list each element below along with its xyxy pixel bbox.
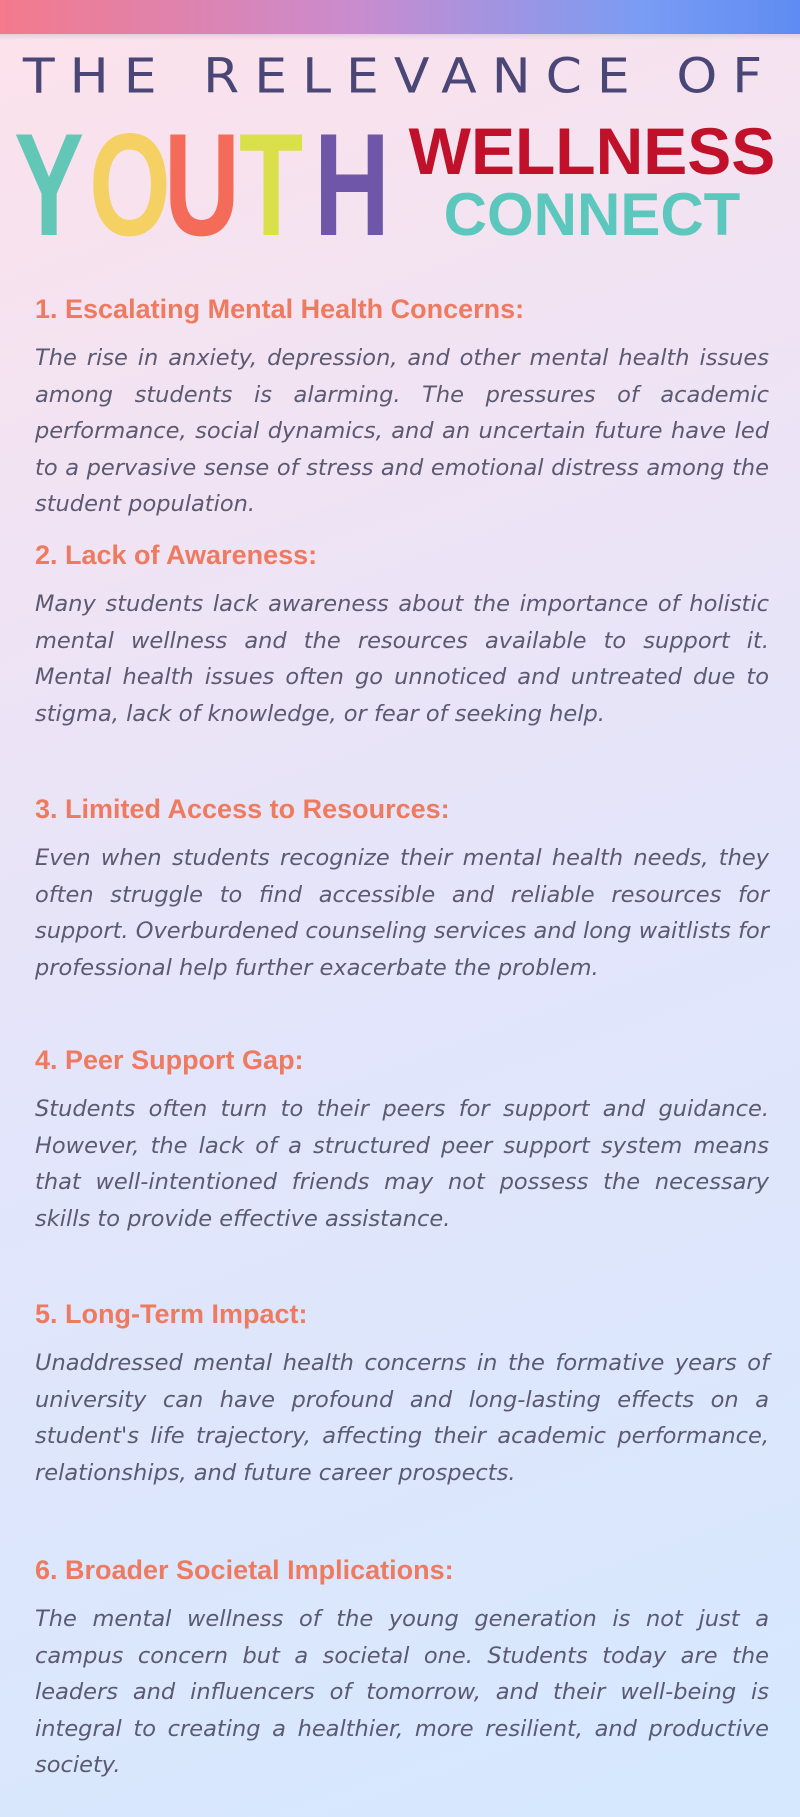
section-5: [35, 1297, 769, 1553]
content-sections: [35, 292, 769, 1784]
section-3: [35, 792, 769, 1043]
section-heading: 5. Long-Term Impact:: [35, 1299, 308, 1329]
logo-letter-h: H: [314, 103, 390, 266]
logo-letter-y: Y: [14, 103, 85, 266]
section-4: [35, 1043, 769, 1297]
top-gradient-bar: [0, 0, 800, 34]
section-heading: 1. Escalating Mental Health Concerns:: [35, 294, 525, 324]
section-body: Students often turn to their peers for support and guidance. However, the lack of a structured peer support system means that well-intentioned friends may not possess the necessary skills to provide effective assistance.: [35, 1096, 769, 1232]
section-heading: 2. Lack of Awareness:: [35, 540, 318, 570]
section-body: The rise in anxiety, depression, and other mental health issues among students is alarming. The pressures of academic performance, social dynamics, and an uncertain future have led to a pervasive sense of stress and emotional distress among the student population.: [35, 345, 769, 517]
logo-letter-u: U: [164, 103, 240, 266]
connect-title: CONNECT: [443, 181, 741, 248]
youth-logo-word: [14, 103, 390, 266]
section-body: Unaddressed mental health concerns in the formative years of university can have profound and long-lasting effects on a student's life trajectory, affecting their academic performance, relationships, and future career prospects.: [35, 1350, 769, 1486]
section-1: [35, 292, 769, 538]
section-2: [35, 538, 769, 792]
tagline: THE RELEVANCE OF: [22, 49, 778, 105]
top-bar-shadow: [0, 34, 800, 40]
section-heading: 3. Limited Access to Resources:: [35, 794, 450, 824]
section-6: [35, 1553, 769, 1784]
logo-letter-o: O: [89, 103, 171, 266]
wellness-title: WELLNESS: [408, 114, 776, 188]
section-heading: 6. Broader Societal Implications:: [35, 1555, 454, 1585]
section-body: Many students lack awareness about the importance of holistic mental wellness and the resources available to support it. Mental health issues often go unnoticed and untreated due to stigma, lack of knowledge, or fear of seeking help.: [35, 591, 769, 727]
section-body: The mental wellness of the young generation is not just a campus concern but a societal one. Students today are the leaders and influencers of tomorrow, and their well-being is integral to creating a healthier, more resilient, and productive society.: [35, 1606, 769, 1778]
logo-letter-t: T: [239, 103, 304, 266]
section-heading: 4. Peer Support Gap:: [35, 1045, 304, 1075]
section-body: Even when students recognize their mental health needs, they often struggle to find accessible and reliable resources for support. Overburdened counseling services and long waitlists for professional help further exacerbate the problem.: [35, 845, 769, 981]
